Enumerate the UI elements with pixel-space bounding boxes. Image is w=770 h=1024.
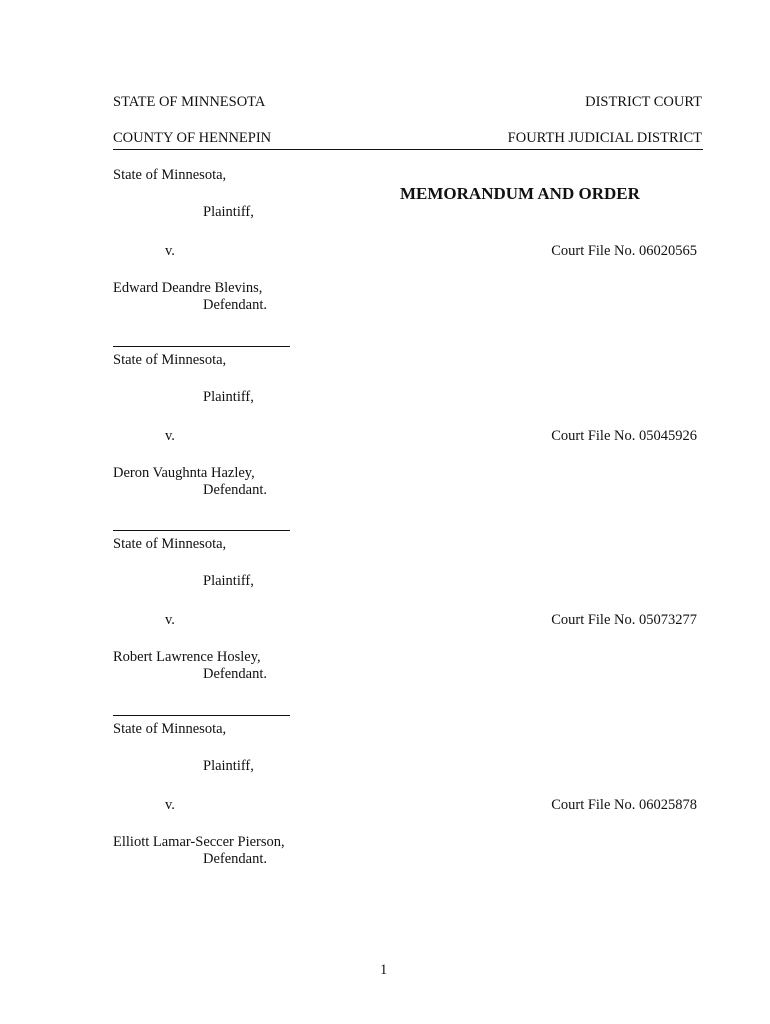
case-4-plaintiff-role: Plaintiff, <box>203 758 254 774</box>
header-county: COUNTY OF HENNEPIN <box>113 130 272 146</box>
case-2-versus: v. <box>165 428 175 444</box>
case-3-plaintiff-role: Plaintiff, <box>203 573 254 589</box>
case-1-divider <box>113 346 290 347</box>
case-2-plaintiff-name: State of Minnesota, <box>113 352 227 368</box>
case-2-defendant-role: Defendant. <box>203 482 268 498</box>
case-2-defendant-name: Deron Vaughnta Hazley, <box>113 465 255 481</box>
case-1-defendant-name: Edward Deandre Blevins, <box>113 280 263 296</box>
case-4-plaintiff-name: State of Minnesota, <box>113 721 227 737</box>
header-rule <box>113 149 703 150</box>
case-3-versus: v. <box>165 612 175 628</box>
case-4-defendant-name: Elliott Lamar-Seccer Pierson, <box>113 834 285 850</box>
case-3-divider <box>113 715 290 716</box>
header-state: STATE OF MINNESOTA <box>113 94 266 110</box>
case-4-file-no: Court File No. 06025878 <box>551 797 697 813</box>
case-3-file-no: Court File No. 05073277 <box>551 612 697 628</box>
case-2-file-no: Court File No. 05045926 <box>551 428 697 444</box>
document-title: MEMORANDUM AND ORDER <box>400 184 640 203</box>
case-2-plaintiff-role: Plaintiff, <box>203 389 254 405</box>
case-1-versus: v. <box>165 243 175 259</box>
case-1-file-no: Court File No. 06020565 <box>551 243 697 259</box>
case-3-defendant-name: Robert Lawrence Hosley, <box>113 649 261 665</box>
page-number: 1 <box>380 962 388 978</box>
case-4-defendant-role: Defendant. <box>203 851 268 867</box>
header-district: FOURTH JUDICIAL DISTRICT <box>507 130 702 146</box>
case-3-defendant-role: Defendant. <box>203 666 268 682</box>
case-2-divider <box>113 530 290 531</box>
header-court: DISTRICT COURT <box>585 94 702 110</box>
case-4-versus: v. <box>165 797 175 813</box>
case-3-plaintiff-name: State of Minnesota, <box>113 536 227 552</box>
case-1-defendant-role: Defendant. <box>203 297 268 313</box>
case-1-plaintiff-name: State of Minnesota, <box>113 167 227 183</box>
case-1-plaintiff-role: Plaintiff, <box>203 204 254 220</box>
